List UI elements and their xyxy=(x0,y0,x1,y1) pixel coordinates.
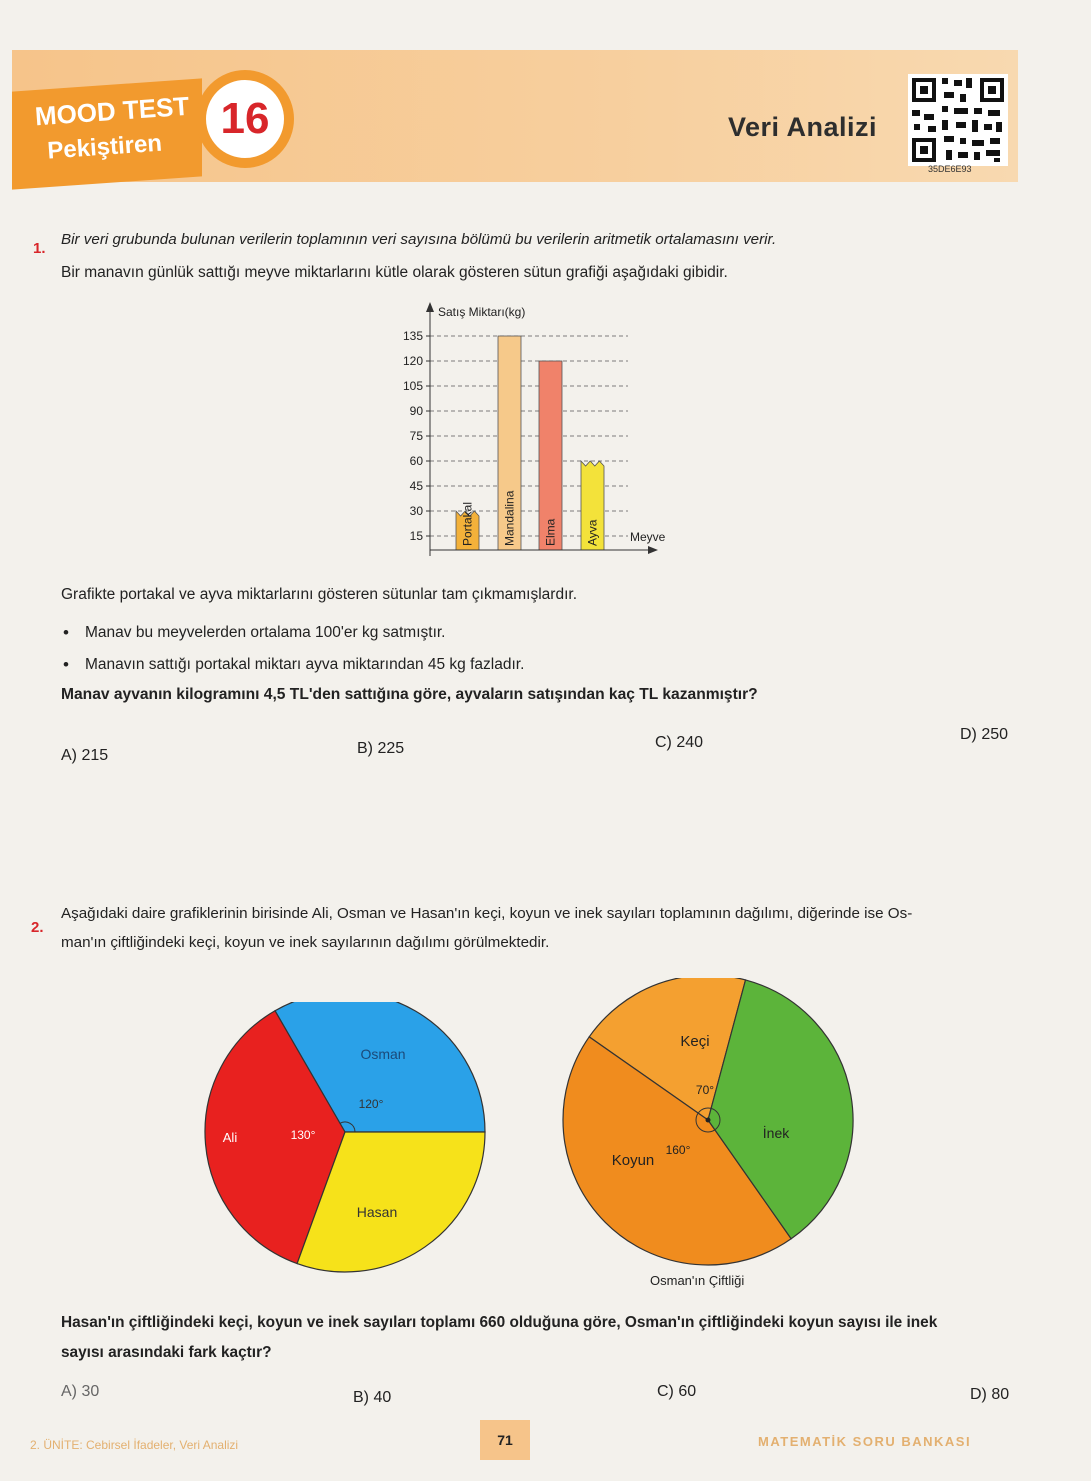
pie-chart-osman xyxy=(558,978,863,1273)
q2-question-line2: sayısı arasındaki fark kaçtır? xyxy=(61,1344,272,1361)
pie1-angle-osman: 120° xyxy=(358,1097,384,1111)
pie1-label-hasan: Hasan xyxy=(356,1204,398,1220)
q2-choice-b[interactable]: B) 40 xyxy=(353,1389,392,1406)
y-tick-label: 105 xyxy=(402,379,423,393)
q2-choice-c[interactable]: C) 60 xyxy=(657,1383,697,1400)
q1-number: 1. xyxy=(33,240,46,257)
y-tick-label: 60 xyxy=(409,454,423,468)
pie-chart-total xyxy=(195,1002,495,1287)
y-tick-label: 120 xyxy=(402,354,423,368)
q2-intro-line2: man'ın çiftliğindeki keçi, koyun ve inek sayılarının dağılımı görülmektedir. xyxy=(61,934,550,951)
y-tick-label: 45 xyxy=(409,479,423,493)
q1-choice-c[interactable]: C) 240 xyxy=(655,734,704,751)
bar-label-elma: Elma xyxy=(543,518,558,546)
q2-choice-d[interactable]: D) 80 xyxy=(970,1386,1010,1403)
q2-question-line1: Hasan'ın çiftliğindeki keçi, koyun ve inek sayıları toplamı 660 olduğuna göre, Osman'ın çiftliğindeki koyun sayısı ile inek xyxy=(61,1314,938,1331)
q2-intro-line1: Aşağıdaki daire grafiklerinin birisinde Ali, Osman ve Hasan'ın keçi, koyun ve inek sayıları toplamının dağılımı, diğerinde ise Os- xyxy=(61,905,913,922)
pie2-label-keci: Keçi xyxy=(680,1033,710,1050)
unit-title: Veri Analizi xyxy=(728,112,878,142)
bar-label-mandalina: Mandalina xyxy=(502,490,517,546)
mood-test-title: MOOD TEST xyxy=(33,90,191,132)
bar-label-portakal: Portakal xyxy=(460,501,475,546)
q1-context: Bir manavın günlük sattığı meyve miktarlarını kütle olarak gösteren sütun grafiği aşağıdaki gibidir. xyxy=(61,264,728,281)
y-tick-label: 75 xyxy=(409,429,423,443)
q1-choice-b[interactable]: B) 225 xyxy=(357,740,405,757)
x-axis-arrow xyxy=(648,546,658,554)
pie1-angle-ali: 130° xyxy=(290,1128,316,1142)
bar-chart xyxy=(390,298,680,566)
y-tick-label: 135 xyxy=(402,329,423,343)
y-axis-arrow xyxy=(426,302,434,312)
pie2-title: Osman'ın Çiftliği xyxy=(650,1273,745,1288)
q2-number: 2. xyxy=(31,919,44,936)
pie2-label-koyun: Koyun xyxy=(611,1152,655,1169)
q1-bullet-2: • Manavın sattığı portakal miktarı ayva miktarından 45 kg fazladır. xyxy=(85,656,524,674)
pie2-angle-koyun: 160° xyxy=(665,1143,691,1157)
y-tick-label: 90 xyxy=(409,404,423,418)
mood-test-label xyxy=(34,91,193,167)
y-axis-label: Satış Miktarı(kg) xyxy=(438,305,526,319)
qr-code-id: 35DE6E93 xyxy=(928,164,972,174)
q1-intro: Bir veri grubunda bulunan verilerin toplamının veri sayısına bölümü bu verilerin aritmetik ortalamasını verir. xyxy=(61,231,777,248)
q1-choice-d[interactable]: D) 250 xyxy=(960,726,1009,743)
q1-bullet-1: • Manav bu meyvelerden ortalama 100'er kg satmıştır. xyxy=(85,624,446,642)
page-number: 71 xyxy=(480,1420,530,1460)
footer-book-title: MATEMATİK SORU BANKASI xyxy=(758,1434,972,1449)
bar-label-ayva: Ayva xyxy=(585,519,600,546)
pie1-label-ali: Ali xyxy=(222,1130,238,1145)
q1-question: Manav ayvanın kilogramını 4,5 TL'den sattığına göre, ayvaların satışından kaç TL kazanmıştır? xyxy=(61,686,758,703)
y-tick-label: 30 xyxy=(409,504,423,518)
pie2-angle-keci: 70° xyxy=(695,1083,715,1097)
test-number-badge: 16 xyxy=(196,70,294,168)
pie1-label-osman: Osman xyxy=(360,1046,406,1062)
footer-unit: 2. ÜNİTE: Cebirsel İfadeler, Veri Analizi xyxy=(30,1438,239,1452)
q1-choice-a[interactable]: A) 215 xyxy=(61,747,109,764)
x-axis-label: Meyve xyxy=(630,530,666,544)
y-tick-label: 15 xyxy=(409,529,423,543)
q1-note: Grafikte portakal ve ayva miktarlarını gösteren sütunlar tam çıkmamışlardır. xyxy=(61,586,577,603)
pie2-label-inek: İnek xyxy=(762,1125,790,1141)
qr-code-icon[interactable] xyxy=(908,74,1008,166)
q2-choice-a[interactable]: A) 30 xyxy=(61,1383,100,1400)
pie2-center-dot xyxy=(706,1118,711,1123)
mood-test-subtitle: Pekiştiren xyxy=(46,129,163,165)
